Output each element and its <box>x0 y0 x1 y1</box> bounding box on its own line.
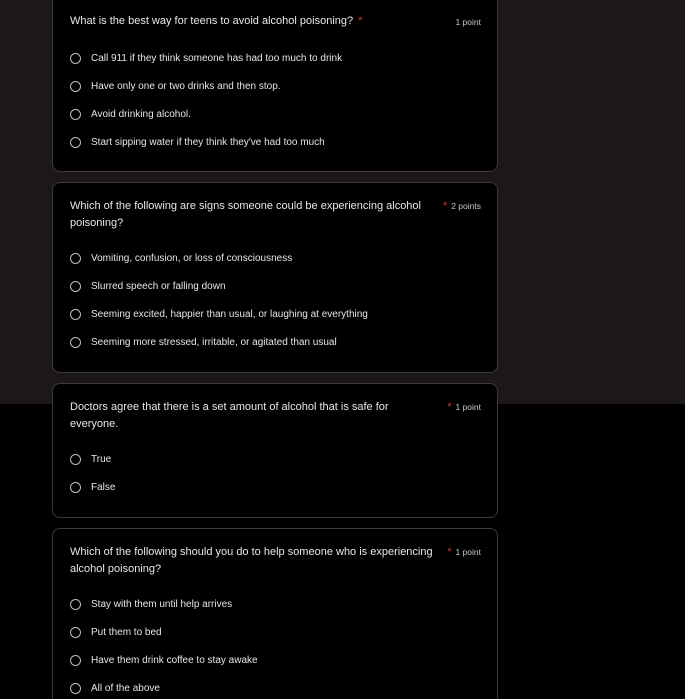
radio-option[interactable] <box>70 107 191 121</box>
radio-button[interactable] <box>70 281 81 292</box>
points-value: 1 point <box>455 17 481 27</box>
radio-button[interactable] <box>70 627 81 638</box>
radio-button[interactable] <box>70 599 81 610</box>
radio-button[interactable] <box>70 109 81 120</box>
radio-option[interactable] <box>70 335 337 349</box>
option-label: True <box>91 453 112 465</box>
points-label <box>447 401 481 413</box>
points-value: 1 point <box>455 402 481 412</box>
question-title <box>70 13 450 30</box>
radio-button[interactable] <box>70 309 81 320</box>
radio-button[interactable] <box>70 53 81 64</box>
option-label: Seeming more stressed, irritable, or agitated than usual <box>91 336 337 348</box>
radio-option[interactable] <box>70 480 115 494</box>
question-title <box>70 198 430 232</box>
radio-button[interactable] <box>70 137 81 148</box>
radio-button[interactable] <box>70 253 81 264</box>
required-asterisk: * <box>447 546 452 558</box>
points-value: 2 points <box>451 201 481 211</box>
option-label: Have them drink coffee to stay awake <box>91 654 258 666</box>
question-title <box>70 544 445 578</box>
question-text: What is the best way for teens to avoid alcohol poisoning? <box>70 15 354 27</box>
radio-option[interactable] <box>70 307 368 321</box>
option-label: Seeming excited, happier than usual, or laughing at everything <box>91 308 368 320</box>
question-card-1 <box>52 0 498 172</box>
radio-button[interactable] <box>70 81 81 92</box>
radio-option[interactable] <box>70 51 342 65</box>
radio-option[interactable] <box>70 279 226 293</box>
option-label: Have only one or two drinks and then stop. <box>91 80 281 92</box>
option-label: Put them to bed <box>91 626 162 638</box>
question-card-4 <box>52 528 498 699</box>
question-card-2 <box>52 182 498 373</box>
points-label <box>443 200 481 212</box>
radio-option[interactable] <box>70 653 258 667</box>
radio-option[interactable] <box>70 135 325 149</box>
question-text: Which of the following should you do to help someone who is experiencing alcohol poisoning? <box>70 546 433 575</box>
radio-button[interactable] <box>70 337 81 348</box>
radio-button[interactable] <box>70 683 81 694</box>
points-value: 1 point <box>455 547 481 557</box>
question-title <box>70 399 410 433</box>
points-label <box>455 17 481 27</box>
radio-option[interactable] <box>70 681 160 695</box>
radio-button[interactable] <box>70 655 81 666</box>
radio-option[interactable] <box>70 597 232 611</box>
option-label: Stay with them until help arrives <box>91 598 233 610</box>
radio-button[interactable] <box>70 454 81 465</box>
required-asterisk: * <box>442 200 448 212</box>
option-label: Call 911 if they think someone has had too much to drink <box>91 52 343 64</box>
question-text: Doctors agree that there is a set amount of alcohol that is safe for everyone. <box>70 401 389 430</box>
required-asterisk: * <box>447 401 452 413</box>
radio-button[interactable] <box>70 482 81 493</box>
option-label: Slurred speech or falling down <box>91 280 226 292</box>
radio-option[interactable] <box>70 79 281 93</box>
radio-option[interactable] <box>70 452 111 466</box>
option-label: Vomiting, confusion, or loss of consciousness <box>91 252 293 264</box>
option-label: Start sipping water if they think they've had too much <box>91 136 325 148</box>
option-label: All of the above <box>91 682 160 694</box>
question-card-3 <box>52 383 498 518</box>
required-asterisk: * <box>358 15 363 27</box>
radio-option[interactable] <box>70 625 162 639</box>
points-label <box>447 546 481 558</box>
option-label: Avoid drinking alcohol. <box>91 108 191 120</box>
question-text: Which of the following are signs someone could be experiencing alcohol poisoning? <box>70 200 421 229</box>
radio-option[interactable] <box>70 251 292 265</box>
option-label: False <box>91 481 116 493</box>
